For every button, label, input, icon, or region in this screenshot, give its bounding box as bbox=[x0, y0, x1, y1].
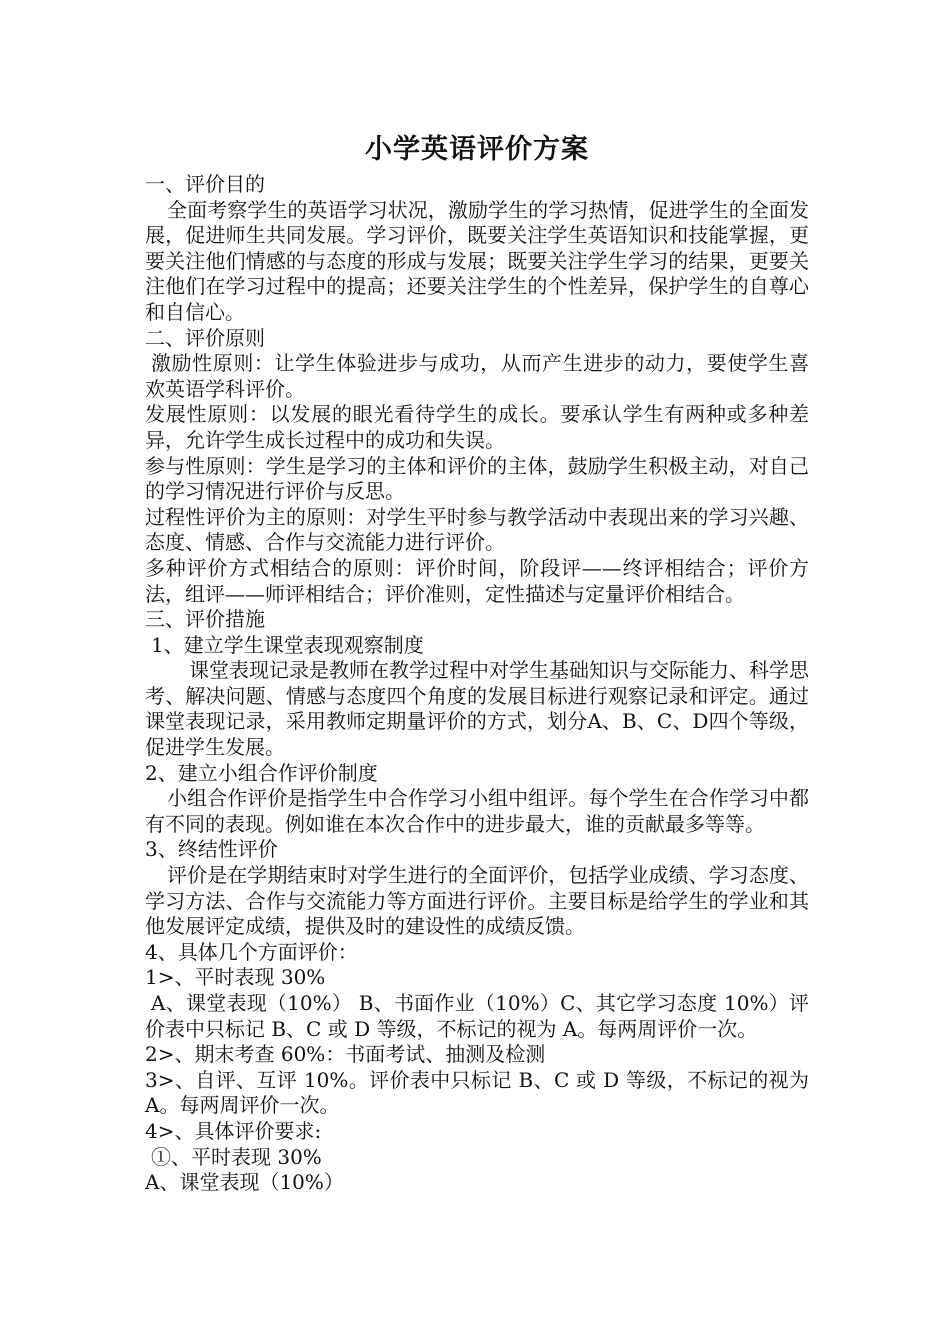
paragraph: 多种评价方式相结合的原则：评价时间，阶段评——终评相结合；评价方法，组评——师评相结合；评价准则，定性描述与定量评价相结合。 bbox=[145, 555, 809, 606]
paragraph: 评价是在学期结束时对学生进行的全面评价，包括学业成绩、学习态度、学习方法、合作与交流能力等方面进行评价。主要目标是给学生的学业和其他发展评定成绩，提供及时的建设性的成绩反馈。 bbox=[145, 863, 809, 939]
text-line: 三、评价措施 bbox=[145, 607, 265, 632]
text-line: 1>、平时表现 30% bbox=[145, 965, 326, 990]
paragraph: 发展性原则：以发展的眼光看待学生的成长。要承认学生有两种或多种差异，允许学生成长过程中的成功和失误。 bbox=[145, 402, 809, 452]
paragraph: 过程性评价为主的原则：对学生平时参与教学活动中表现出来的学习兴趣、态度、情感、合作与交流能力进行评价。 bbox=[145, 504, 809, 555]
text-line: 4、具体几个方面评价： bbox=[145, 939, 358, 964]
document-body bbox=[145, 128, 809, 1196]
text-line: ①、平时表现 30% bbox=[151, 1144, 322, 1169]
paragraph: 激励性原则：让学生体验进步与成功，从而产生进步的动力，要使学生喜欢英语学科评价。 bbox=[145, 351, 809, 401]
paragraph: 课堂表现记录是教师在教学过程中对学生基础知识与交际能力、科学思考、解决问题、情感与态度四个角度的发展目标进行观察记录和评定。通过课堂表现记录，采用教师定期量评价的方式，划分A、B、C、D四个等级，促进学生发展。 bbox=[145, 658, 809, 760]
text-line: 一、评价目的 bbox=[145, 172, 265, 196]
text-line: 3、终结性评价 bbox=[145, 837, 278, 862]
text-line: 2、建立小组合作评价制度 bbox=[145, 760, 378, 785]
paragraph: 参与性原则：学生是学习的主体和评价的主体，鼓励学生积极主动，对自己的学习情况进行评价与反思。 bbox=[145, 453, 809, 504]
text-line: 1、建立学生课堂表现观察制度 bbox=[151, 632, 424, 657]
document-text bbox=[145, 172, 809, 1196]
paragraph: A、课堂表现（10%） B、书面作业（10%）C、其它学习态度 10%）评价表中只标记 B、C 或 D 等级，不标记的视为 A。每两周评价一次。 bbox=[145, 991, 809, 1041]
text-line: 4>、具体评价要求: bbox=[145, 1118, 322, 1143]
document-title: 小学英语评价方案 bbox=[365, 134, 589, 165]
text-line: 2>、期末考查 60%：书面考试、抽测及检测 bbox=[145, 1042, 546, 1067]
text-line: A、课堂表现（10%） bbox=[145, 1170, 344, 1195]
paragraph: 3>、自评、互评 10%。评价表中只标记 B、C 或 D 等级，不标记的视为 A。每两周评价一次。 bbox=[145, 1067, 809, 1118]
paragraph: 小组合作评价是指学生中合作学习小组中组评。每个学生在合作学习中都有不同的表现。例如谁在本次合作中的进步最大，谁的贡献最多等等。 bbox=[145, 786, 809, 836]
paragraph: 全面考察学生的英语学习状况，激励学生的学习热情，促进学生的全面发展，促进师生共同发展。学习评价，既要关注学生英语知识和技能掌握，更要关注他们情感的与态度的形成与发展；既要关注学生学习的结果，更要关注他们在学习过程中的提高；还要关注学生的个性差异，保护学生的自尊心和自信心。 bbox=[145, 197, 809, 324]
text-line: 二、评价原则 bbox=[145, 325, 265, 350]
